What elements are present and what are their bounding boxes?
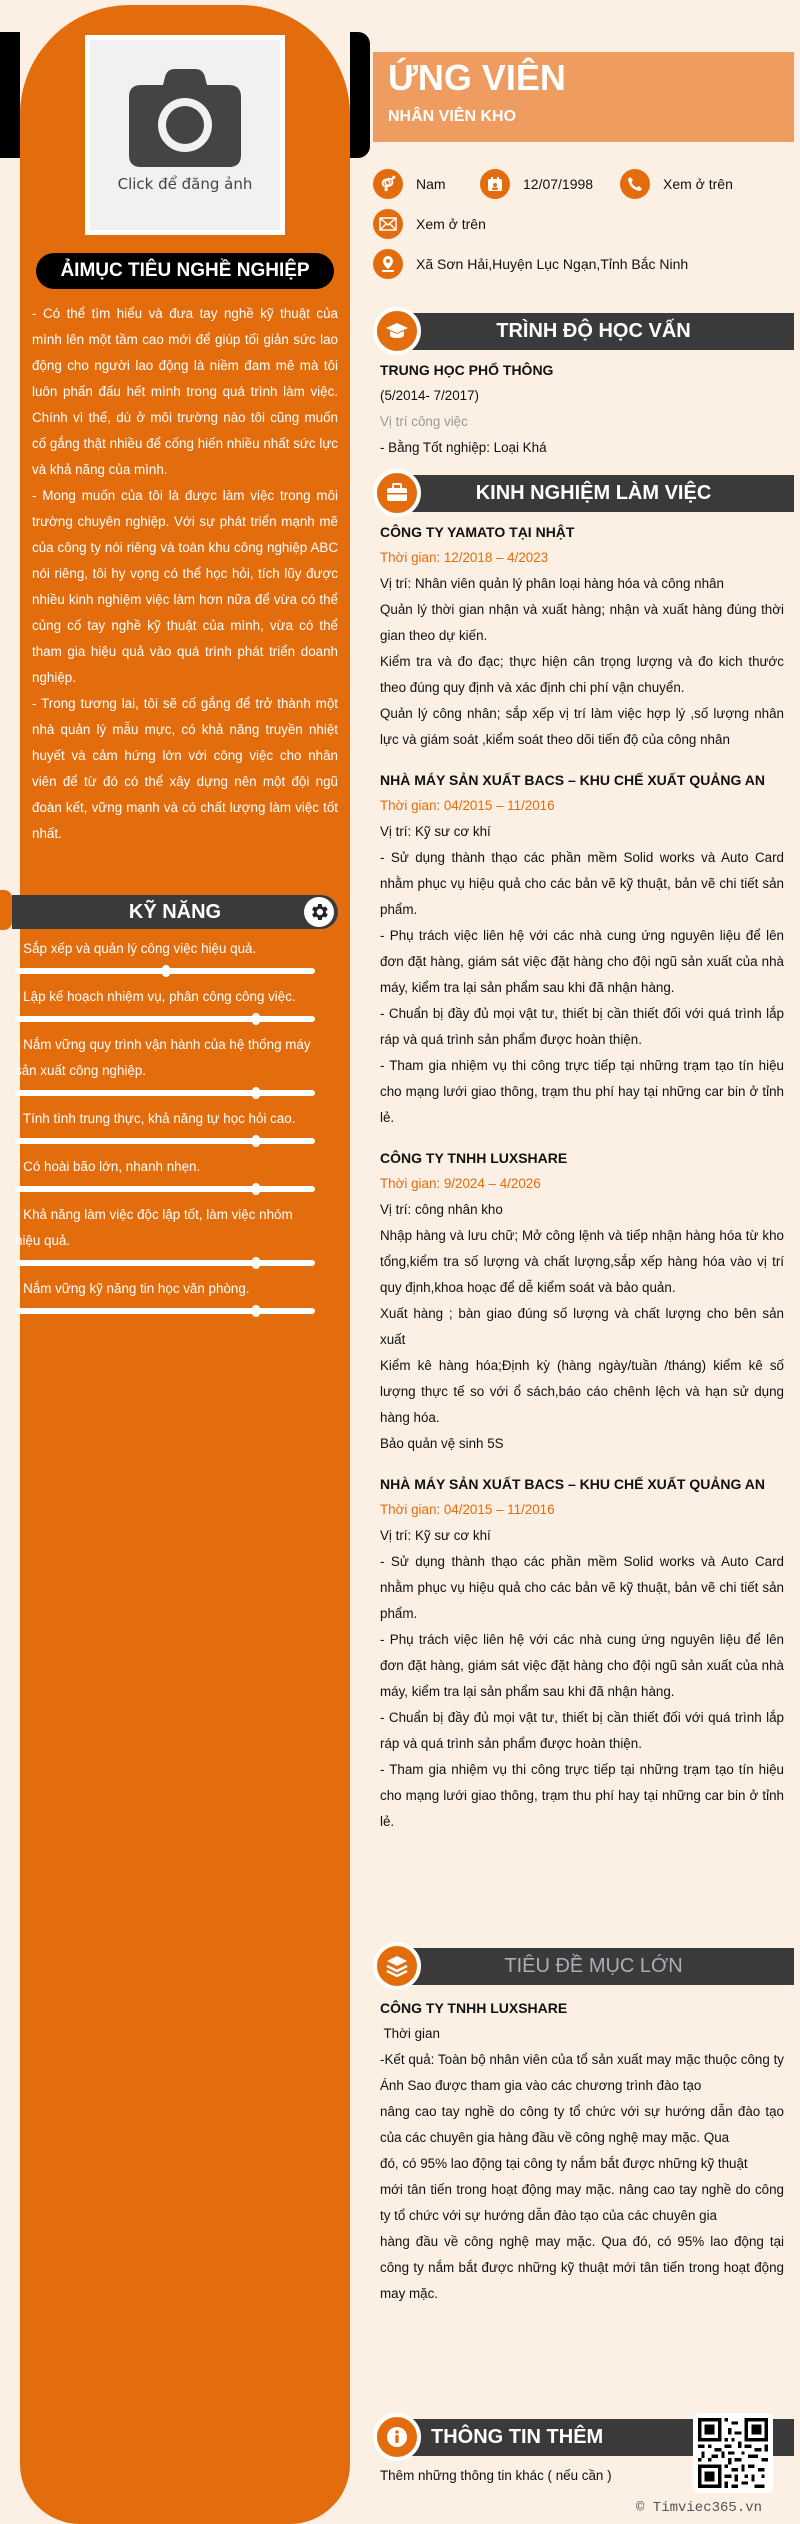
section-education-header	[373, 307, 794, 345]
school-name: TRUNG HỌC PHỔ THÔNG	[380, 362, 554, 378]
gender-value: Nam	[416, 176, 446, 192]
objective-paragraph: - Mong muốn của tôi là được làm việc trong môi trường chuyên nghiệp. Với sự phát triển mạnh mẽ của công ty nói riêng và toàn khu công nghiệp ABC nói riêng, tôi hy vọng có thể học hỏi, tích lũy được nhiều kinh nghiệm việc làm hơn nữa để vừa có thể củng cố tay nghề kỹ thuật của mình, vừa có thể tham gia hiệu quả vào quá trình phát triển doanh nghiệp.	[32, 488, 338, 685]
skill-slider[interactable]	[15, 968, 315, 974]
photo-upload-label: Click để đăng ảnh	[117, 175, 253, 193]
custom-content	[380, 1995, 784, 2307]
objective-paragraph: - Trong tương lai, tôi sẽ cố gắng để trở thành một nhà quản lý mẫu mực, có khả năng truyền nhiệt huyết và cảm hứng lớn với công việc cho nhân viên để từ đó có thể xây dựng nên một đội ngũ đoàn kết, vững mạnh và có chất lượng làm việc tốt nhất.	[32, 696, 338, 841]
section-custom-header	[373, 1942, 794, 1980]
skill-knob[interactable]	[252, 1135, 260, 1147]
skill-label: - Nắm vững quy trình vận hành của hệ thống máy sản xuất công nghiệp.	[15, 1037, 311, 1078]
gear-icon	[304, 897, 334, 927]
section-title: THÔNG TIN THÊM	[393, 2419, 794, 2456]
skill-slider[interactable]	[15, 1138, 315, 1144]
job-line: - Tham gia nhiệm vụ thi công trực tiếp tại những trạm tạo tín hiệu cho mạng lưới giao thông, trạm thu phí hay tại những car bin ở tỉnh lẻ.	[380, 1762, 784, 1829]
custom-line: hàng đầu về công nghệ may mặc. Qua đó, có 95% lao động tại công ty nắm bắt được những kỹ thuật mới tân tiến trong hoạt động may mặc.	[380, 2234, 784, 2301]
custom-line: -Kết quả: Toàn bộ nhân viên của tổ sản xuất may mặc thuộc công ty Ánh Sao được tham gia vào các chương trình đào tạo	[380, 2052, 784, 2093]
job-entry	[380, 519, 784, 753]
contact-phone	[620, 169, 733, 199]
custom-time: Thời gian	[380, 2026, 440, 2041]
skill-item	[15, 1032, 315, 1096]
job-line: - Tham gia nhiệm vụ thi công trực tiếp tại những trạm tạo tín hiệu cho mạng lưới giao thông, trạm thu phí hay tại những car bin ở tỉnh lẻ.	[380, 1058, 784, 1125]
job-time: Thời gian: 04/2015 – 11/2016	[380, 1502, 555, 1517]
job-time: Thời gian: 9/2024 – 4/2026	[380, 1176, 541, 1191]
profile-header	[373, 52, 794, 142]
skill-slider[interactable]	[15, 1186, 315, 1192]
skill-knob[interactable]	[252, 1257, 260, 1269]
job-entry	[380, 1471, 784, 1835]
skill-item	[15, 1202, 315, 1266]
job-line: - Phụ trách việc liên hệ với các nhà cung ứng nguyên liệu để lên đơn đặt hàng, giám sát việc đặt hàng cho đội ngũ sản xuất của nhà máy, kiểm tra lại sản phẩm sau khi đã nhận hàng.	[380, 928, 784, 995]
skill-slider[interactable]	[15, 1090, 315, 1096]
skill-knob[interactable]	[252, 1183, 260, 1195]
skill-item	[15, 1276, 315, 1314]
skill-label: - Nắm vững kỹ năng tin học văn phòng.	[15, 1281, 250, 1296]
education-content	[380, 357, 784, 461]
gender-icon	[373, 169, 403, 199]
job-line: Bảo quản vệ sinh 5S	[380, 1436, 504, 1451]
copyright: © Timviec365.vn	[636, 2500, 763, 2516]
skill-item	[15, 936, 315, 974]
job-entry	[380, 1145, 784, 1457]
phone-value: Xem ở trên	[663, 176, 733, 192]
job-line: Kiểm tra và đo đạc; thực hiện cân trọng lượng và đo kich thước theo đúng quy định và xác định chi phí vận chuyển.	[380, 654, 784, 695]
education-detail: - Bằng Tốt nghiệp: Loại Khá	[380, 440, 547, 455]
job-company: CÔNG TY YAMATO TẠI NHẬT	[380, 524, 575, 540]
objective-title: ẢIMỤC TIÊU NGHỀ NGHIỆP	[36, 253, 334, 289]
skills-title: KỸ NĂNG	[128, 901, 222, 923]
skill-knob[interactable]	[252, 1087, 260, 1099]
job-company: NHÀ MÁY SẢN XUẤT BACS – KHU CHẾ XUẤT QUẢNG AN	[380, 772, 766, 788]
job-time: Thời gian: 12/2018 – 4/2023	[380, 550, 549, 565]
section-title: TIÊU ĐỀ MỤC LỚN	[393, 1948, 794, 1985]
location-pin-icon	[373, 249, 403, 279]
job-entry	[380, 767, 784, 1131]
job-line: Xuất hàng ; bàn giao đúng số lượng và chất lượng cho bên sản xuất	[380, 1306, 784, 1347]
job-company: NHÀ MÁY SẢN XUẤT BACS – KHU CHẾ XUẤT QUẢNG AN	[380, 1476, 766, 1492]
job-line: - Chuẩn bị đầy đủ mọi vật tư, thiết bị cần thiết đối với quá trình lắp ráp và quá trình sản phẩm được hoàn thiện.	[380, 1006, 784, 1047]
extra-text: Thêm những thông tin khác ( nếu cần )	[380, 2468, 612, 2483]
objective-text	[32, 301, 338, 847]
job-line: Quản lý công nhân; sắp xếp vị trí làm việc hợp lý ,số lượng nhân lực và giám soát ,kiểm soát theo dõi tiến độ của công nhân	[380, 706, 784, 747]
skill-item	[15, 984, 315, 1022]
job-time: Thời gian: 04/2015 – 11/2016	[380, 798, 555, 813]
camera-icon	[129, 69, 241, 169]
job-line: Quản lý thời gian nhận và xuất hàng; nhận và xuất hàng đúng thời gian theo dự kiến.	[380, 602, 784, 643]
skills-tab-decor	[0, 890, 12, 930]
education-period: (5/2014- 7/2017)	[380, 388, 480, 403]
skill-slider[interactable]	[15, 1308, 315, 1314]
job-line: Nhập hàng và lưu chữ; Mở công lệnh và tiếp nhận hàng hóa từ kho tổng,kiểm tra số lượng và chất lượng,sắp xếp hàng hóa vào vị trí quy định,khoa hoạc để dễ kiểm soát và bảo quản.	[380, 1228, 784, 1295]
job-line: Vị trí: Nhân viên quản lý phân loại hàng hóa và công nhân	[380, 576, 724, 591]
custom-line: mới tân tiến trong hoạt động may mặc. nâng cao tay nghề do công ty tổ chức với sự hướng dẫn đào tạo của các chuyên gia	[380, 2182, 784, 2223]
job-line: Vị trí: Kỹ sư cơ khí	[380, 824, 491, 839]
skill-knob[interactable]	[162, 965, 170, 977]
address-value: Xã Sơn Hải,Huyện Lục Ngạn,Tỉnh Bắc Ninh	[416, 256, 689, 272]
candidate-name: ỨNG VIÊN	[388, 57, 566, 98]
contact-email	[373, 209, 486, 239]
skill-knob[interactable]	[252, 1305, 260, 1317]
email-icon	[373, 209, 403, 239]
skill-label: - Tính tình trung thực, khả năng tự học hỏi cao.	[15, 1111, 296, 1126]
skill-item	[15, 1154, 315, 1192]
skill-label: - Sắp xếp và quản lý công việc hiệu quả.	[15, 941, 257, 956]
email-value: Xem ở trên	[416, 216, 486, 232]
decor-bar-right	[350, 32, 370, 158]
custom-line: nâng cao tay nghề do công ty tổ chức với sự hướng dẫn đào tạo của các chuyên gia hàng đầu về công nghệ may mặc. Qua	[380, 2104, 784, 2145]
layers-icon	[373, 1942, 421, 1990]
contact-address	[373, 249, 688, 279]
calendar-icon	[480, 169, 510, 199]
briefcase-icon	[373, 469, 421, 517]
skills-header	[12, 895, 338, 929]
birthday-value: 12/07/1998	[523, 176, 594, 192]
graduation-cap-icon	[373, 307, 421, 355]
candidate-role: NHÂN VIÊN KHO	[388, 108, 517, 125]
section-experience-header	[373, 469, 794, 507]
job-line: Vị trí: Kỹ sư cơ khí	[380, 1528, 491, 1543]
job-line: Kiểm kê hàng hóa;Định kỳ (hàng ngày/tuần /tháng) kiểm kê số lượng thực tế so với ổ sách,báo cáo chênh lệch và hạn sử dụng hàng hóa.	[380, 1358, 784, 1425]
skill-label: - Có hoài bão lớn, nhanh nhẹn.	[15, 1159, 201, 1174]
custom-line: đó, có 95% lao động tại công ty nắm bắt được những kỹ thuật	[380, 2156, 748, 2171]
job-line: - Chuẩn bị đầy đủ mọi vật tư, thiết bị cần thiết đối với quá trình lắp ráp và quá trình sản phẩm được hoàn thiện.	[380, 1710, 784, 1751]
objective-paragraph: - Có thể tìm hiểu và đưa tay nghề kỹ thuật của mình lên một tầm cao mới để giúp tối giản sức lao động cho người lao động là niềm đam mê mà tôi luôn phấn đấu hết mình trong quá trình làm việc. Chính vì thế, dù ở môi trường nào tôi cũng muốn cố gắng thật nhiều để cống hiến nhiều nhất sức lực và khả năng của mình.	[32, 306, 338, 477]
job-line: - Phụ trách việc liên hệ với các nhà cung ứng nguyên liệu để lên đơn đặt hàng, giám sát việc đặt hàng cho đội ngũ sản xuất của nhà máy, kiểm tra lại sản phẩm sau khi đã nhận hàng.	[380, 1632, 784, 1699]
skill-slider[interactable]	[15, 1260, 315, 1266]
job-line: - Sử dụng thành thạo các phần mềm Solid works và Auto Card nhằm phục vụ hiệu quả cho các bản vẽ kỹ thuật, bản vẽ chi tiết sản phẩm.	[380, 1554, 784, 1621]
phone-icon	[620, 169, 650, 199]
info-icon	[373, 2413, 421, 2461]
contact-gender	[373, 169, 446, 199]
skill-slider[interactable]	[15, 1016, 315, 1022]
skills-list	[15, 936, 315, 1324]
skill-knob[interactable]	[252, 1013, 260, 1025]
contact-birthday	[480, 169, 593, 199]
photo-upload[interactable]	[85, 35, 285, 235]
job-company: CÔNG TY TNHH LUXSHARE	[380, 1150, 568, 1166]
custom-company: CÔNG TY TNHH LUXSHARE	[380, 2000, 568, 2016]
decor-bar-left	[0, 32, 20, 158]
section-title: TRÌNH ĐỘ HỌC VẤN	[393, 313, 794, 350]
job-line: Vị trí: công nhân kho	[380, 1202, 503, 1217]
skill-item	[15, 1106, 315, 1144]
education-position-placeholder: Vị trí công việc	[380, 414, 468, 429]
experience-list	[380, 519, 784, 1835]
job-line: - Sử dụng thành thạo các phần mềm Solid works và Auto Card nhằm phục vụ hiệu quả cho các bản vẽ kỹ thuật, bản vẽ chi tiết sản phẩm.	[380, 850, 784, 917]
qr-code	[693, 2413, 773, 2493]
skill-label: - Khả năng làm việc độc lập tốt, làm việc nhóm hiệu quả.	[15, 1207, 293, 1248]
section-title: KINH NGHIỆM LÀM VIỆC	[393, 475, 794, 512]
skill-label: - Lập kế hoạch nhiệm vụ, phân công công việc.	[15, 989, 296, 1004]
